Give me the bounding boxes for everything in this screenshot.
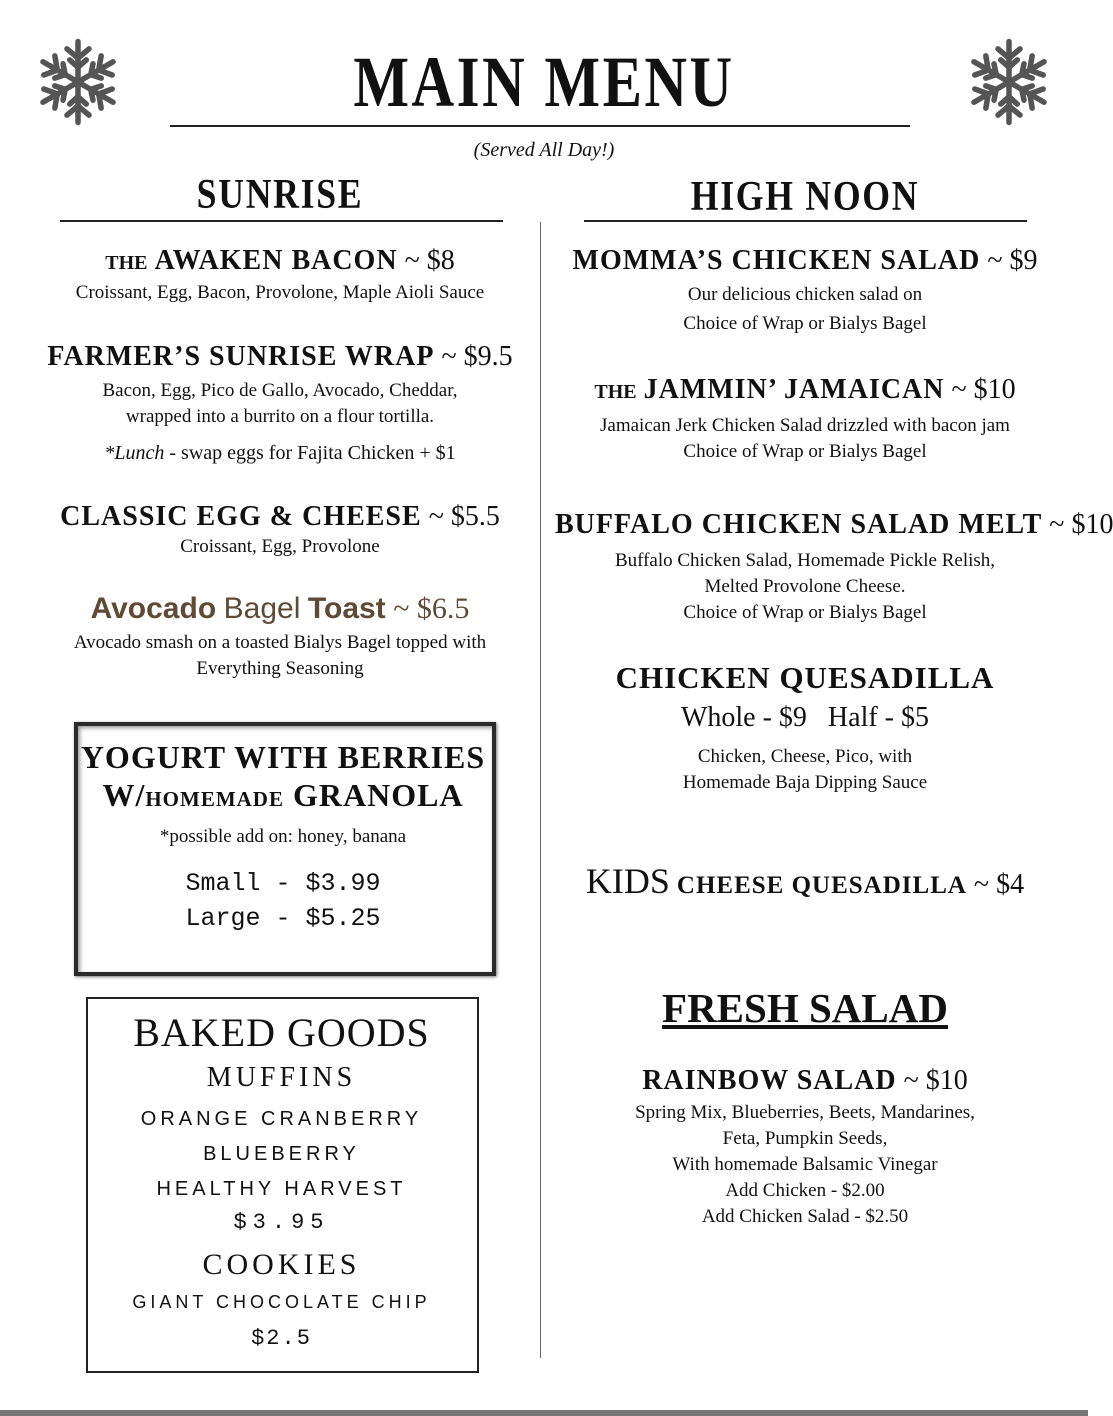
menu-item (555, 508, 1113, 626)
high-noon-heading: HIGH NOON (690, 174, 920, 220)
menu-item (30, 500, 530, 560)
item-description: Choice of Wrap or Bialys Bagel (683, 441, 927, 462)
muffin-flavor: BLUEBERRY (203, 1143, 360, 1165)
menu-item (30, 244, 530, 306)
item-price: ~ $9 (987, 245, 1038, 276)
item-description: Our delicious chicken salad on (687, 284, 923, 305)
item-description: Add Chicken - $2.00 (725, 1180, 885, 1201)
yogurt-small-price: Small - $3.99 (185, 869, 381, 898)
baked-goods-heading: BAKED GOODS (133, 1010, 430, 1055)
item-name: FARMER’S SUNRISE WRAP (47, 341, 435, 372)
item-price: ~ $8 (404, 245, 455, 276)
menu-item (555, 658, 1055, 796)
item-description: Choice of Wrap or Bialys Bagel (683, 313, 927, 334)
menu-item (30, 340, 530, 466)
item-name: Toast (307, 592, 386, 625)
baked-goods (88, 1008, 475, 1361)
sunrise-heading: SUNRISE (196, 172, 364, 218)
bottom-border (0, 1410, 1088, 1416)
menu-item (555, 861, 1055, 903)
item-description: Croissant, Egg, Bacon, Provolone, Maple Aioli Sauce (75, 282, 485, 303)
yogurt-title-part: W/ (102, 777, 146, 813)
high-noon-underline (584, 220, 1027, 222)
column-divider (540, 222, 541, 1358)
cookies-heading: COOKIES (202, 1248, 361, 1281)
muffin-price: $3.95 (233, 1210, 330, 1235)
item-description: Add Chicken Salad - $2.50 (701, 1206, 909, 1227)
item-description: Avocado smash on a toasted Bialys Bagel topped with (73, 632, 487, 653)
item-price: ~ $5.5 (428, 501, 500, 532)
item-description: Chicken, Cheese, Pico, with (697, 746, 913, 767)
item-price: Whole - $9 Half - $5 (680, 702, 930, 733)
item-price: ~ $10 (903, 1065, 968, 1096)
item-description: wrapped into a burrito on a flour tortilla. (125, 406, 435, 427)
item-name: CHEESE QUESADILLA (676, 872, 967, 899)
item-description: Feta, Pumpkin Seeds, (722, 1128, 888, 1149)
item-title (555, 1064, 1055, 1098)
item-description: With homemade Balsamic Vinegar (672, 1154, 938, 1175)
sunrise-underline (60, 220, 503, 222)
item-name: CLASSIC EGG & CHEESE (60, 501, 422, 532)
note-label: *Lunch (104, 442, 165, 464)
item-title (30, 592, 530, 626)
item-prefix: THE (594, 381, 637, 403)
item-description: Choice of Wrap or Bialys Bagel (683, 602, 927, 623)
item-description: Bacon, Egg, Pico de Gallo, Avocado, Cheddar, (102, 380, 458, 401)
yogurt-title-part: GRANOLA (292, 777, 464, 813)
item-name: JAMMIN’ JAMAICAN (643, 374, 945, 405)
cookie-price: $2.5 (251, 1326, 312, 1351)
item-note (30, 440, 530, 466)
menu-item (555, 244, 1055, 338)
item-title (30, 340, 530, 374)
item-price: ~ $9.5 (441, 341, 513, 372)
item-price: ~ $10 (951, 374, 1016, 405)
item-description: Buffalo Chicken Salad, Homemade Pickle Relish, (614, 550, 996, 571)
item-name: Bagel (223, 592, 301, 625)
yogurt-item (78, 738, 488, 936)
menu-item (30, 592, 530, 682)
item-title (555, 244, 1055, 278)
item-title (555, 373, 1055, 409)
note-text: - swap eggs for Fajita Chicken + $1 (164, 442, 456, 464)
muffin-flavor: HEALTHY HARVEST (156, 1178, 407, 1200)
muffin-flavor: ORANGE CRANBERRY (140, 1108, 423, 1130)
title-underline (170, 125, 910, 127)
yogurt-title-line2 (78, 776, 488, 818)
item-description: Everything Seasoning (196, 658, 364, 679)
item-description: Melted Provolone Cheese. (704, 576, 906, 597)
yogurt-addon: *possible add on: honey, banana (159, 826, 407, 847)
fresh-salad-heading: FRESH SALAD (662, 985, 948, 1031)
item-name: Avocado (90, 592, 217, 625)
yogurt-title-part: HOMEMADE (145, 787, 284, 811)
menu-item (555, 373, 1055, 465)
cookie-flavor: GIANT CHOCOLATE CHIP (132, 1292, 431, 1312)
page-title: MAIN MENU (353, 42, 735, 122)
page-subtitle: (Served All Day!) (473, 139, 615, 161)
yogurt-title: YOGURT WITH BERRIES (80, 739, 486, 775)
menu-item (555, 1064, 1055, 1230)
item-description: Croissant, Egg, Provolone (180, 536, 380, 557)
item-description: Spring Mix, Blueberries, Beets, Mandarines, (635, 1102, 975, 1123)
item-price: ~ $4 (973, 869, 1025, 900)
item-description: Jamaican Jerk Chicken Salad drizzled with bacon jam (600, 415, 1010, 436)
item-title (555, 861, 1055, 903)
muffins-heading: MUFFINS (206, 1062, 357, 1093)
item-name: BUFFALO CHICKEN SALAD MELT (555, 509, 1043, 540)
yogurt-large-price: Large - $5.25 (185, 904, 381, 933)
item-title (30, 500, 530, 534)
item-prefix: THE (105, 252, 148, 274)
item-name: AWAKEN BACON (154, 245, 398, 276)
item-description: Homemade Baja Dipping Sauce (682, 772, 928, 793)
item-prefix: KIDS (585, 861, 670, 901)
item-price: ~ $10 (1049, 509, 1113, 540)
item-price: ~ $6.5 (393, 592, 470, 625)
item-name: RAINBOW SALAD (642, 1065, 897, 1096)
item-title (555, 508, 1113, 542)
item-title (30, 244, 530, 280)
item-name: MOMMA’S CHICKEN SALAD (572, 245, 981, 276)
item-name: CHICKEN QUESADILLA (615, 660, 995, 695)
